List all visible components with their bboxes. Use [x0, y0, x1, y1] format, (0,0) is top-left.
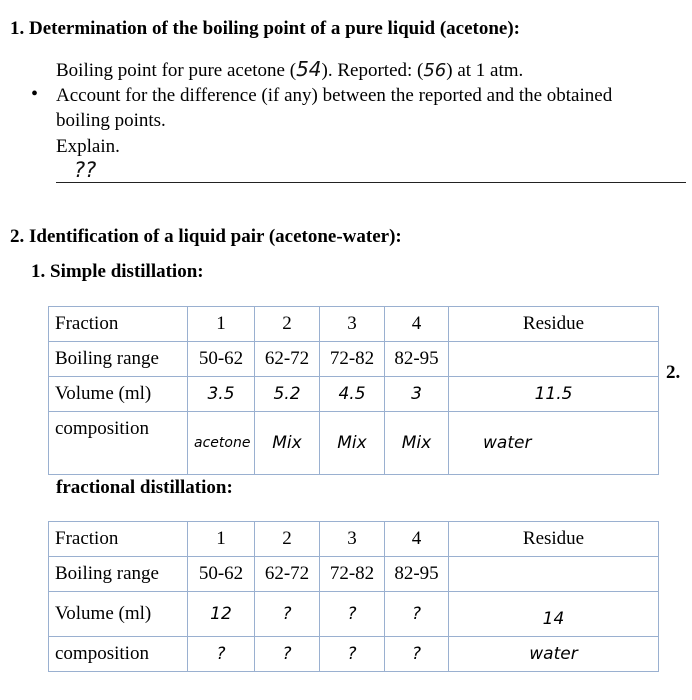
handwritten-cell: acetone	[188, 412, 255, 475]
handwritten-cell: 3.5	[188, 377, 255, 412]
cell	[449, 557, 659, 592]
header-fraction-4: 4	[385, 307, 449, 342]
header-fraction-3: 3	[320, 307, 385, 342]
table-row	[49, 522, 659, 557]
row-label-boiling-range: Boiling range	[49, 342, 188, 377]
table-row	[49, 377, 659, 412]
header-fraction: Fraction	[49, 522, 188, 557]
cell: 72-82	[320, 557, 385, 592]
handwritten-cell: ?	[320, 637, 385, 672]
handwritten-cell: 12	[188, 592, 255, 637]
bullet-dot: •	[31, 83, 39, 105]
explain-label: Explain.	[56, 136, 120, 157]
table-row	[49, 637, 659, 672]
handwritten-cell: ?	[255, 637, 320, 672]
table-row	[49, 342, 659, 377]
bp-reported-label: ). Reported: (	[321, 60, 424, 81]
header-fraction-3: 3	[320, 522, 385, 557]
cell: 72-82	[320, 342, 385, 377]
boiling-point-line	[56, 57, 523, 82]
handwritten-cell: ?	[385, 637, 449, 672]
header-residue: Residue	[449, 307, 659, 342]
cell	[449, 342, 659, 377]
side-marker: 2.	[666, 362, 681, 383]
explain-answer: ??	[74, 158, 97, 182]
row-label-boiling-range: Boiling range	[49, 557, 188, 592]
row-label-volume: Volume (ml)	[49, 377, 188, 412]
cell: 82-95	[385, 557, 449, 592]
row-label-volume: Volume (ml)	[49, 592, 188, 637]
bp-reported-value: 56	[423, 60, 447, 81]
handwritten-cell: water	[449, 412, 659, 475]
table-row	[49, 412, 659, 475]
bp-obtained-value: 54	[296, 57, 322, 81]
handwritten-cell: ?	[320, 592, 385, 637]
section-1-heading: 1. Determination of the boiling point of a pure liquid (acetone):	[10, 18, 521, 39]
header-fraction-1: 1	[188, 522, 255, 557]
handwritten-cell: Mix	[320, 412, 385, 475]
bullet-line-1: Account for the difference (if any) between the reported and the obtained	[56, 85, 613, 106]
handwritten-cell: Mix	[385, 412, 449, 475]
bullet-line-2: boiling points.	[56, 110, 166, 131]
handwritten-cell: Mix	[255, 412, 320, 475]
handwritten-cell: 14	[449, 592, 659, 637]
bp-prefix: Boiling point for pure acetone (	[56, 60, 297, 81]
cell: 62-72	[255, 557, 320, 592]
handwritten-cell: water	[449, 637, 659, 672]
table-row	[49, 592, 659, 637]
row-label-composition: composition	[49, 412, 188, 475]
row-label-composition: composition	[49, 637, 188, 672]
cell: 62-72	[255, 342, 320, 377]
table-row	[49, 557, 659, 592]
header-residue: Residue	[449, 522, 659, 557]
handwritten-cell: 11.5	[449, 377, 659, 412]
cell: 50-62	[188, 557, 255, 592]
fractional-distillation-table	[48, 521, 659, 672]
header-fraction-2: 2	[255, 522, 320, 557]
handwritten-cell: ?	[255, 592, 320, 637]
handwritten-cell: 3	[385, 377, 449, 412]
table-row	[49, 307, 659, 342]
handwritten-cell: ?	[385, 592, 449, 637]
handwritten-cell: ?	[188, 637, 255, 672]
fractional-distillation-heading: fractional distillation:	[56, 477, 233, 498]
header-fraction: Fraction	[49, 307, 188, 342]
cell: 50-62	[188, 342, 255, 377]
header-fraction-4: 4	[385, 522, 449, 557]
section-2-heading: 2. Identification of a liquid pair (acetone-water):	[10, 226, 402, 247]
cell: 82-95	[385, 342, 449, 377]
explain-answer-line	[56, 182, 686, 183]
handwritten-cell: 5.2	[255, 377, 320, 412]
header-fraction-1: 1	[188, 307, 255, 342]
header-fraction-2: 2	[255, 307, 320, 342]
handwritten-cell: 4.5	[320, 377, 385, 412]
simple-distillation-heading: 1. Simple distillation:	[31, 261, 204, 282]
bp-suffix: ) at 1 atm.	[446, 60, 524, 81]
simple-distillation-table	[48, 306, 659, 475]
